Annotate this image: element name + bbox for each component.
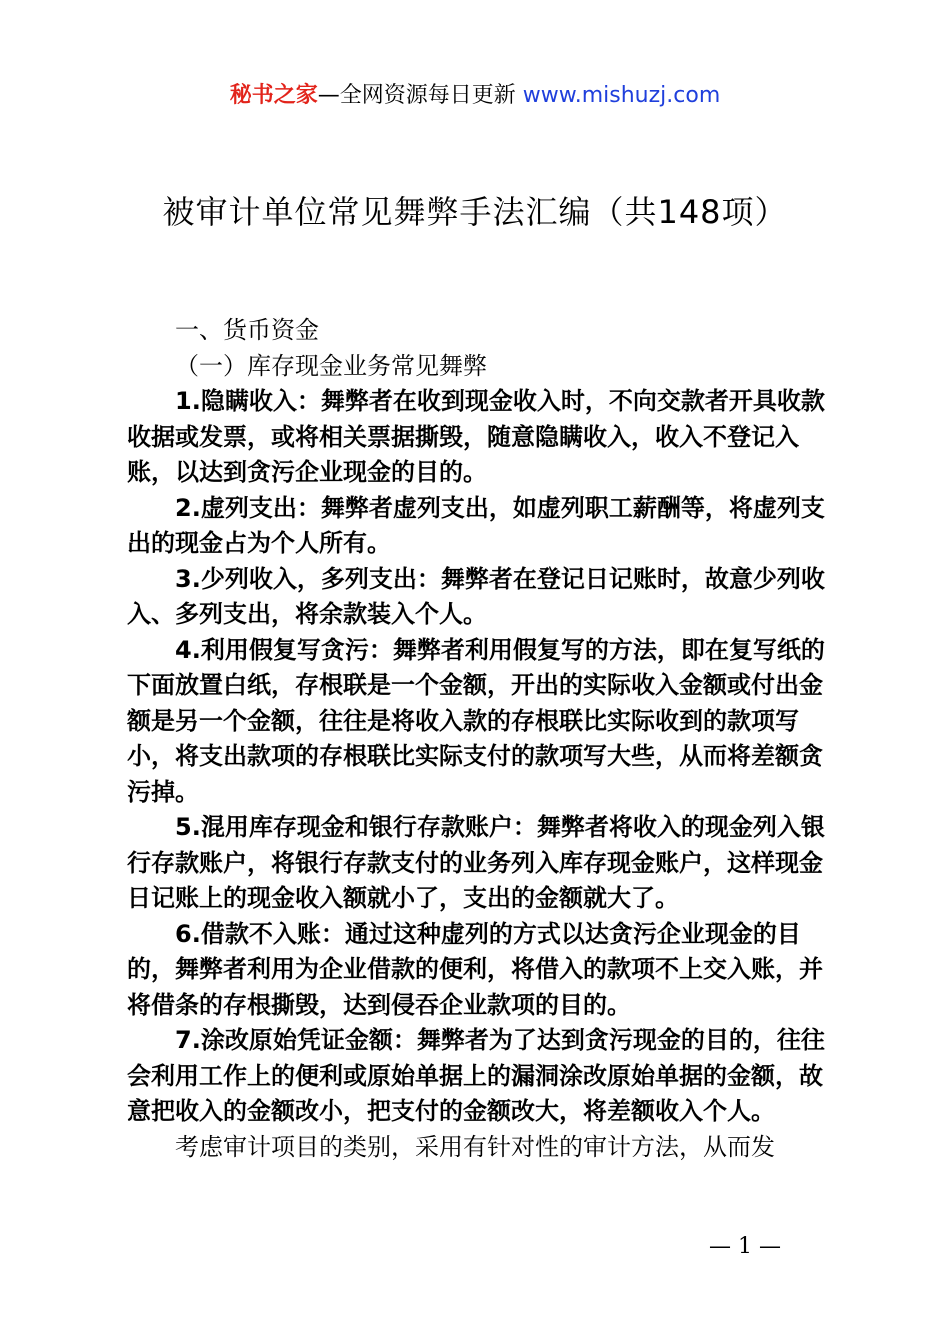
page-number: — 1 — — [709, 1234, 781, 1259]
fraud-item-5: 5.混用库存现金和银行存款账户：舞弊者将收入的现金列入银行存款账户，将银行存款支付的业务列入库存现金账户，这样现金日记账上的现金收入额就小了，支出的金额就大了。 — [127, 813, 825, 912]
banner-tagline: —全网资源每日更新 — [317, 83, 523, 108]
fraud-item-3: 3.少列收入，多列支出：舞弊者在登记日记账时，故意少列收入、多列支出，将余款装入个人。 — [127, 564, 825, 628]
fraud-item-1: 1.隐瞒收入：舞弊者在收到现金收入时，不向交款者开具收款收据或发票，或将相关票据撕毁，随意隐瞒收入，收入不登记入账，以达到贪污企业现金的目的。 — [127, 387, 825, 486]
fraud-item-2: 2.虚列支出：舞弊者虚列支出，如虚列职工薪酬等，将虚列支出的现金占为个人所有。 — [127, 493, 825, 557]
brand-name: 秘书之家 — [229, 83, 318, 108]
section-heading: 一、货币资金 — [175, 316, 319, 344]
site-banner — [0, 80, 950, 112]
site-url-link[interactable]: www.mishuzj.com — [522, 83, 721, 108]
document-title: 被审计单位常见舞弊手法汇编（共148项） — [162, 193, 788, 231]
fraud-item-7: 7.涂改原始凭证金额：舞弊者为了达到贪污现金的目的，往往会利用工作上的便利或原始单据上的漏洞涂改原始单据的金额，故意把收入的金额改小，把支付的金额改大，将差额收入个人。 — [127, 1026, 825, 1125]
document-body — [127, 313, 837, 1165]
subsection-heading: （一）库存现金业务常见舞弊 — [175, 351, 487, 380]
fraud-item-6: 6.借款不入账：通过这种虚列的方式以达贪污企业现金的目的，舞弊者利用为企业借款的便利，将借入的款项不上交入账，并将借条的存根撕毁，达到侵吞企业款项的目的。 — [127, 919, 823, 1019]
fraud-item-4: 4.利用假复写贪污：舞弊者利用假复写的方法，即在复写纸的下面放置白纸，存根联是一个金额，开出的实际收入金额或付出金额是另一个金额，往往是将收入款的存根联比实际收到的款项写小，将支出款项的存根联比实际支付的款项写大些，从而将差额贪污掉。 — [127, 635, 825, 806]
trailing-paragraph: 考虑审计项目的类别，采用有针对性的审计方法，从而发 — [175, 1132, 775, 1161]
